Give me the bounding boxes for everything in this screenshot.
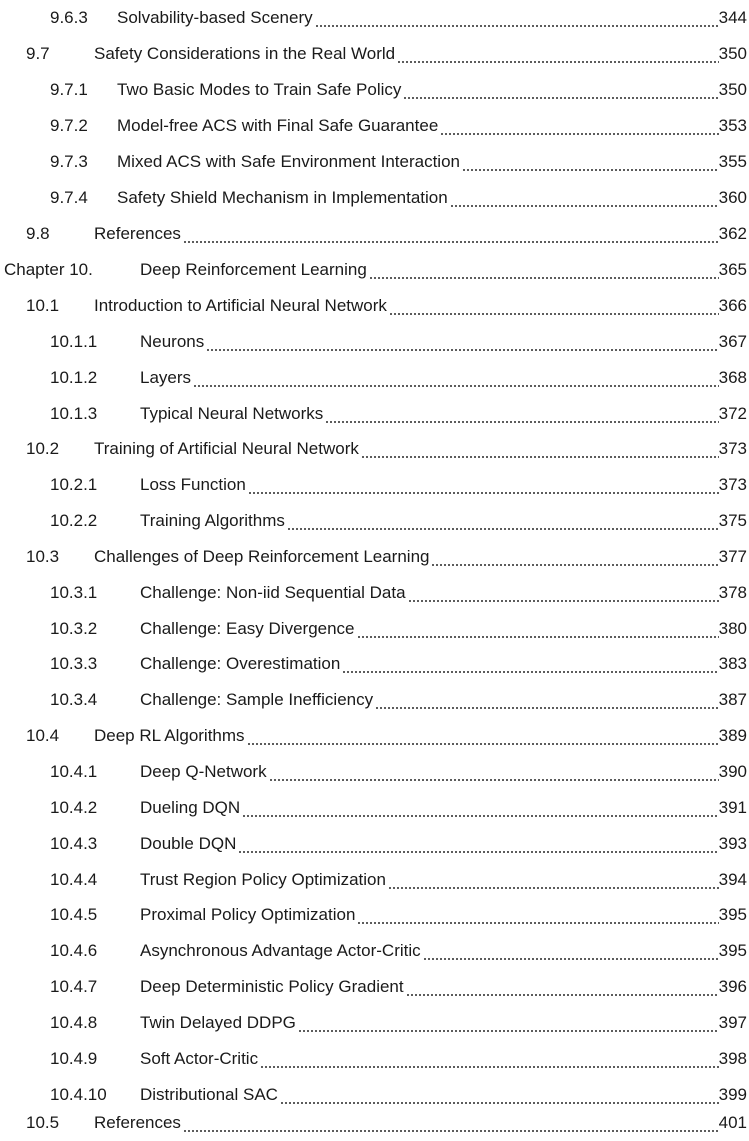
toc-dot-leader bbox=[325, 405, 718, 425]
toc-entry[interactable] bbox=[0, 969, 749, 1005]
toc-entry-number: 9.7 bbox=[26, 44, 50, 63]
toc-entry-title: Deep RL Algorithms bbox=[94, 726, 245, 745]
toc-entry-title: Twin Delayed DDPG bbox=[140, 1013, 296, 1032]
toc-entry-number: 9.6.3 bbox=[50, 8, 88, 27]
toc-entry-number: 10.4.8 bbox=[50, 1013, 98, 1032]
toc-entry-page: 373 bbox=[718, 439, 747, 458]
toc-entry-page: 387 bbox=[718, 690, 747, 709]
toc-dot-leader bbox=[431, 548, 718, 568]
toc-entry-title: Model-free ACS with Final Safe Guarantee bbox=[117, 116, 439, 135]
toc-entry-title: Introduction to Artificial Neural Network bbox=[94, 296, 387, 315]
toc-entry-number: 10.1.1 bbox=[50, 332, 98, 351]
toc-entry-title: Training Algorithms bbox=[140, 511, 285, 530]
toc-entry[interactable] bbox=[0, 1041, 749, 1077]
toc-entry-number: 10.2.1 bbox=[50, 475, 98, 494]
toc-entry-number: 10.1 bbox=[26, 296, 60, 315]
toc-entry[interactable] bbox=[0, 503, 749, 539]
toc-entry-title: Mixed ACS with Safe Environment Interaction bbox=[117, 152, 460, 171]
toc-entry-page: 366 bbox=[718, 296, 747, 315]
toc-entry-number: Chapter 10. bbox=[4, 260, 93, 279]
toc-entry-page: 401 bbox=[718, 1113, 747, 1132]
toc-entry-number: 10.4.9 bbox=[50, 1049, 98, 1068]
toc-dot-leader bbox=[389, 297, 719, 317]
toc-entry-number: 9.8 bbox=[26, 224, 50, 243]
toc-entry-page: 350 bbox=[718, 44, 747, 63]
toc-entry-title: Deep Deterministic Policy Gradient bbox=[140, 977, 404, 996]
toc-entry-number: 10.4.5 bbox=[50, 905, 98, 924]
toc-entry-number: 10.4.10 bbox=[50, 1085, 107, 1104]
toc-entry-title: Distributional SAC bbox=[140, 1085, 278, 1104]
toc-entry[interactable] bbox=[0, 144, 749, 180]
toc-entry-title: Trust Region Policy Optimization bbox=[140, 870, 386, 889]
toc-dot-leader bbox=[375, 691, 719, 711]
toc-entry-page: 391 bbox=[718, 798, 747, 817]
toc-entry[interactable] bbox=[0, 611, 749, 647]
toc-entry-page: 383 bbox=[718, 654, 747, 673]
toc-dot-leader bbox=[298, 1014, 719, 1034]
toc-entry[interactable] bbox=[0, 539, 749, 575]
toc-dot-leader bbox=[193, 369, 719, 389]
toc-entry-number: 9.7.3 bbox=[50, 152, 88, 171]
toc-dot-leader bbox=[357, 906, 718, 926]
toc-entry[interactable] bbox=[0, 288, 749, 324]
toc-entry-number: 10.2.2 bbox=[50, 511, 98, 530]
toc-entry[interactable] bbox=[0, 1105, 749, 1141]
toc-entry-title: Asynchronous Advantage Actor-Critic bbox=[140, 941, 421, 960]
toc-entry-number: 10.3 bbox=[26, 547, 60, 566]
toc-entry-page: 395 bbox=[718, 905, 747, 924]
toc-entry-page: 394 bbox=[718, 870, 747, 889]
toc-dot-leader bbox=[242, 799, 718, 819]
toc-entry-page: 393 bbox=[718, 834, 747, 853]
toc-dot-leader bbox=[183, 225, 719, 245]
toc-entry-page: 372 bbox=[718, 404, 747, 423]
toc-dot-leader bbox=[357, 620, 719, 640]
toc-entry[interactable] bbox=[0, 1005, 749, 1041]
toc-entry-title: Safety Considerations in the Real World bbox=[94, 44, 396, 63]
toc-entry[interactable] bbox=[0, 36, 749, 72]
toc-entry-title: Two Basic Modes to Train Safe Policy bbox=[117, 80, 402, 99]
toc-entry-title: Layers bbox=[140, 368, 192, 387]
toc-entry[interactable] bbox=[0, 754, 749, 790]
toc-entry-page: 367 bbox=[718, 332, 747, 351]
toc-entry-page: 399 bbox=[718, 1085, 747, 1104]
toc-entry-title: Solvability-based Scenery bbox=[117, 8, 313, 27]
toc-entry-page: 353 bbox=[718, 116, 747, 135]
toc-entry[interactable] bbox=[0, 216, 749, 252]
toc-entry-title: Challenge: Non-iid Sequential Data bbox=[140, 583, 406, 602]
toc-dot-leader bbox=[206, 333, 718, 353]
toc-entry-page: 360 bbox=[718, 188, 747, 207]
toc-entry-page: 398 bbox=[718, 1049, 747, 1068]
toc-entry-title: Dueling DQN bbox=[140, 798, 241, 817]
toc-entry-number: 10.5 bbox=[26, 1113, 60, 1132]
toc-entry-page: 396 bbox=[718, 977, 747, 996]
toc-entry[interactable] bbox=[0, 180, 749, 216]
toc-entry-number: 10.3.2 bbox=[50, 619, 98, 638]
toc-dot-leader bbox=[287, 512, 719, 532]
toc-entry[interactable] bbox=[0, 108, 749, 144]
toc-entry-number: 10.4.2 bbox=[50, 798, 98, 817]
toc-entry[interactable] bbox=[0, 646, 749, 682]
toc-entry[interactable] bbox=[0, 682, 749, 718]
toc-entry[interactable] bbox=[0, 72, 749, 108]
toc-entry-page: 362 bbox=[718, 224, 747, 243]
toc-entry-number: 10.4.4 bbox=[50, 870, 98, 889]
toc-dot-leader bbox=[315, 9, 719, 29]
toc-entry-title: Challenge: Overestimation bbox=[140, 654, 341, 673]
toc-entry-number: 9.7.2 bbox=[50, 116, 88, 135]
toc-entry-number: 10.3.1 bbox=[50, 583, 98, 602]
toc-entry-title: Challenge: Sample Inefficiency bbox=[140, 690, 374, 709]
toc-entry-number: 10.4.3 bbox=[50, 834, 98, 853]
toc-entry-number: 10.4.7 bbox=[50, 977, 98, 996]
toc-entry[interactable] bbox=[0, 360, 749, 396]
toc-entry[interactable] bbox=[0, 396, 749, 432]
toc-entry-title: Proximal Policy Optimization bbox=[140, 905, 356, 924]
toc-entry-page: 389 bbox=[718, 726, 747, 745]
toc-entry-page: 344 bbox=[718, 8, 747, 27]
toc-entry-number: 10.4.1 bbox=[50, 762, 98, 781]
toc-entry[interactable] bbox=[0, 933, 749, 969]
toc-entry-title: Loss Function bbox=[140, 475, 246, 494]
toc-entry[interactable] bbox=[0, 826, 749, 862]
toc-entry-page: 397 bbox=[718, 1013, 747, 1032]
toc-dot-leader bbox=[183, 1114, 719, 1134]
toc-entry-title: Safety Shield Mechanism in Implementation bbox=[117, 188, 448, 207]
toc-entry-page: 373 bbox=[718, 475, 747, 494]
toc-entry-number: 10.2 bbox=[26, 439, 60, 458]
toc-entry-title: References bbox=[94, 1113, 181, 1132]
toc-entry-page: 375 bbox=[718, 511, 747, 530]
toc-entry-page: 377 bbox=[718, 547, 747, 566]
toc-dot-leader bbox=[238, 835, 718, 855]
toc-chapter-entry[interactable] bbox=[0, 252, 749, 288]
toc-dot-leader bbox=[450, 189, 719, 209]
toc-entry[interactable] bbox=[0, 718, 749, 754]
toc-entry-page: 395 bbox=[718, 941, 747, 960]
toc-dot-leader bbox=[440, 117, 718, 137]
toc-entry-number: 9.7.1 bbox=[50, 80, 88, 99]
toc-entry-title: Double DQN bbox=[140, 834, 237, 853]
toc-entry-title: Soft Actor-Critic bbox=[140, 1049, 259, 1068]
toc-dot-leader bbox=[342, 655, 718, 675]
toc-entry-number: 10.1.2 bbox=[50, 368, 98, 387]
toc-entry-page: 350 bbox=[718, 80, 747, 99]
toc-dot-leader bbox=[260, 1050, 719, 1070]
toc-entry[interactable] bbox=[0, 324, 749, 360]
toc-dot-leader bbox=[388, 871, 719, 891]
toc-dot-leader bbox=[397, 45, 719, 65]
toc-dot-leader bbox=[462, 153, 719, 173]
toc-entry-title: Deep Q-Network bbox=[140, 762, 267, 781]
toc-entry-title: Typical Neural Networks bbox=[140, 404, 324, 423]
toc-entry[interactable] bbox=[0, 862, 749, 898]
toc-entry-number: 10.3.3 bbox=[50, 654, 98, 673]
toc-entry-number: 10.4 bbox=[26, 726, 60, 745]
toc-entry-number: 10.1.3 bbox=[50, 404, 98, 423]
toc-entry-page: 390 bbox=[718, 762, 747, 781]
toc-entry-number: 9.7.4 bbox=[50, 188, 88, 207]
toc-entry[interactable] bbox=[0, 575, 749, 611]
toc-entry-number: 10.4.6 bbox=[50, 941, 98, 960]
toc-entry-page: 378 bbox=[718, 583, 747, 602]
toc-entry-title: Challenge: Easy Divergence bbox=[140, 619, 355, 638]
toc-dot-leader bbox=[403, 81, 718, 101]
toc-entry[interactable] bbox=[0, 431, 749, 467]
toc-dot-leader bbox=[423, 942, 719, 962]
toc-dot-leader bbox=[280, 1086, 719, 1106]
toc-dot-leader bbox=[408, 584, 719, 604]
toc-entry-page: 368 bbox=[718, 368, 747, 387]
toc-dot-leader bbox=[247, 727, 719, 747]
toc-entry-page: 365 bbox=[718, 260, 747, 279]
toc-entry[interactable] bbox=[0, 790, 749, 826]
toc-entry-page: 380 bbox=[718, 619, 747, 638]
toc-entry-title: References bbox=[94, 224, 181, 243]
toc-entry[interactable] bbox=[0, 0, 749, 36]
toc-entry-title: Neurons bbox=[140, 332, 205, 351]
toc-dot-leader bbox=[269, 763, 719, 783]
toc-entry-title: Deep Reinforcement Learning bbox=[140, 260, 367, 279]
toc-dot-leader bbox=[369, 261, 719, 281]
toc-entry-title: Training of Artificial Neural Network bbox=[94, 439, 359, 458]
toc-entry-page: 355 bbox=[718, 152, 747, 171]
toc-dot-leader bbox=[248, 476, 719, 496]
toc-entry-number: 10.3.4 bbox=[50, 690, 98, 709]
toc-entry[interactable] bbox=[0, 897, 749, 933]
toc-entry[interactable] bbox=[0, 467, 749, 503]
toc-dot-leader bbox=[361, 440, 719, 460]
toc-entry-title: Challenges of Deep Reinforcement Learning bbox=[94, 547, 430, 566]
toc-dot-leader bbox=[406, 978, 719, 998]
